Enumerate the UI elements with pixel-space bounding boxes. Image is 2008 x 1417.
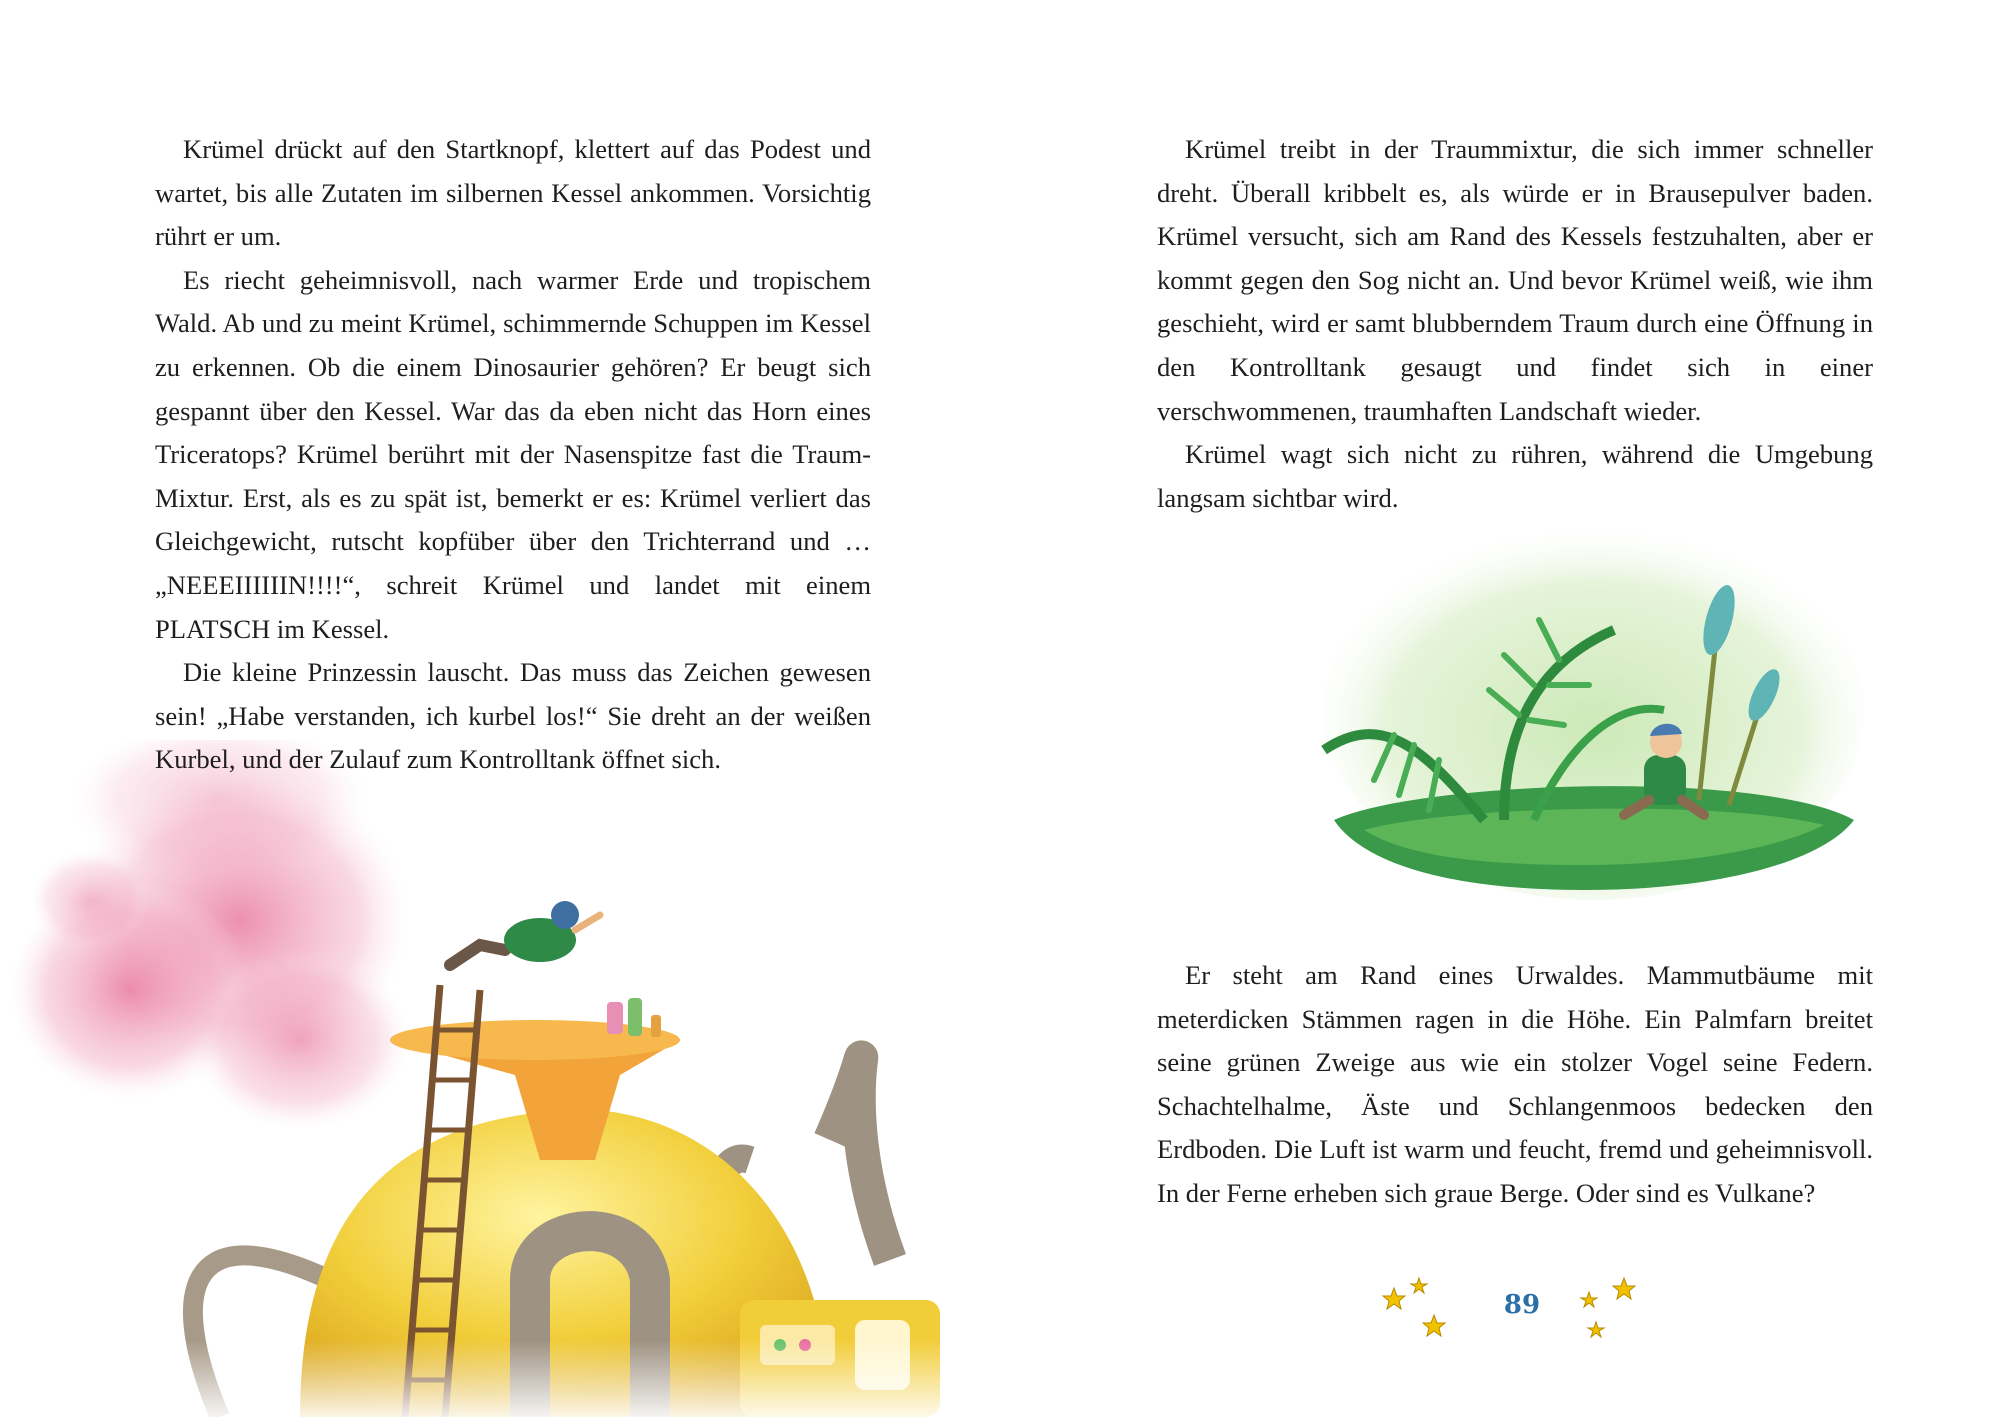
star-icon (1588, 1322, 1604, 1337)
star-icon (1423, 1315, 1445, 1336)
left-page-text (155, 128, 871, 782)
right-page-text-top (1157, 128, 1873, 520)
paragraph: Es riecht geheimnisvoll, nach warmer Erde und tropischem Wald. Ab und zu meint Krümel, schimmernde Schuppen im Kessel zu erkennen. Ob die einem Dinosaurier gehören? Er beugt sich gespannt über den Kessel. War das da eben nicht das Horn eines Triceratops? Krümel berührt mit der Nasenspitze fast die Traum-Mixtur. Erst, als es zu spät ist, bemerkt er es: Krümel verliert das Gleichgewicht, rutscht kopfüber über den Trichterrand und … „NEEEIIIIIIN!!!!“, schreit Krümel und landet mit einem PLATSCH im Kessel. (155, 264, 871, 644)
right-page (1004, 0, 2008, 1417)
star-icon (1613, 1278, 1635, 1299)
paragraph: Krümel treibt in der Traummixtur, die sich immer schneller dreht. Überall kribbelt es, als würde er in Brausepulver baden. Krümel versucht, sich am Rand des Kessels festzuhalten, aber er kommt gegen den Sog nicht an. Und bevor Krümel weiß, wie ihm geschieht, wird er samt blubberndem Traum durch eine Öffnung in den Kontrolltank gesaugt und findet sich in einer verschwommenen, traumhaften Landschaft wieder. (1157, 134, 1873, 426)
page-number: 89 (1503, 1290, 1541, 1320)
star-icon (1383, 1288, 1405, 1309)
paragraph: Krümel drückt auf den Startknopf, klettert auf das Podest und wartet, bis alle Zutaten im silbernen Kessel ankommen. Vorsichtig rührt er um. (155, 134, 871, 252)
star-icon (1411, 1278, 1427, 1293)
paragraph: Er steht am Rand eines Urwaldes. Mammutbäume mit meterdicken Stämmen ragen in die Höhe. Ein Palmfarn breitet seine grünen Zweige aus wie ein stolzer Vogel seine Federn. Schachtelhalme, Äste und Schlangenmoos bedecken den Erdboden. Die Luft ist warm und feucht, fremd und geheimnisvoll. In der Ferne erheben sich graue Berge. Oder sind es Vulkane? (1157, 960, 1873, 1208)
paragraph: Die kleine Prinzessin lauscht. Das muss das Zeichen gewesen sein! „Habe verstanden, ich kurbel los!“ Sie dreht an der weißen Kurbel, und der Zulauf zum Kontrolltank öffnet sich. (155, 657, 871, 775)
jungle-illustration (1304, 520, 1864, 920)
right-page-text-bottom (1157, 954, 1873, 1216)
dream-machine-illustration (0, 740, 1004, 1417)
star-icon (1581, 1292, 1597, 1307)
paragraph: Krümel wagt sich nicht zu rühren, während die Umgebung langsam sichtbar wird. (1157, 439, 1873, 513)
